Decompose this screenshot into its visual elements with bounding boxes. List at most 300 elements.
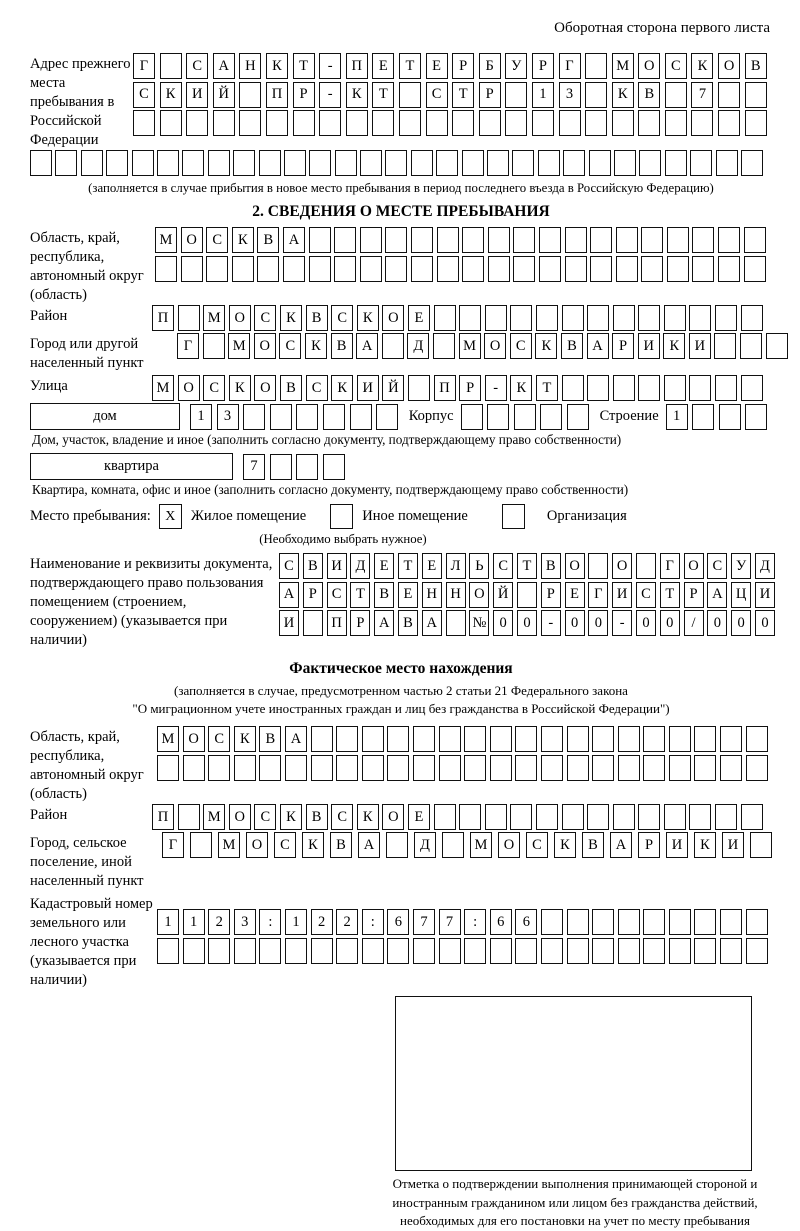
char-cell[interactable] xyxy=(716,150,738,176)
char-cell[interactable] xyxy=(160,110,182,136)
char-cell[interactable] xyxy=(692,404,714,430)
char-cell[interactable]: Е xyxy=(372,53,394,79)
char-cell[interactable]: Ь xyxy=(469,553,489,579)
char-cell[interactable]: В xyxy=(561,333,583,359)
char-cell[interactable]: И xyxy=(722,832,744,858)
char-cell[interactable]: Н xyxy=(446,582,466,608)
char-cell[interactable]: Р xyxy=(350,610,370,636)
char-cell[interactable]: А xyxy=(707,582,727,608)
char-cell[interactable] xyxy=(399,82,421,108)
char-cell[interactable] xyxy=(155,256,177,282)
char-cell[interactable] xyxy=(613,375,635,401)
char-cell[interactable]: О xyxy=(565,553,585,579)
char-cell[interactable]: Р xyxy=(612,333,634,359)
char-cell[interactable] xyxy=(334,227,356,253)
char-cell[interactable] xyxy=(385,227,407,253)
char-cell[interactable]: В xyxy=(306,804,328,830)
stay-option-zhiloe-checkbox[interactable]: X xyxy=(159,504,182,529)
char-cell[interactable] xyxy=(741,804,763,830)
char-cell[interactable] xyxy=(309,150,331,176)
char-cell[interactable] xyxy=(239,110,261,136)
char-cell[interactable] xyxy=(720,938,742,964)
char-cell[interactable] xyxy=(639,150,661,176)
char-cell[interactable]: Й xyxy=(382,375,404,401)
char-cell[interactable] xyxy=(750,832,772,858)
char-cell[interactable]: И xyxy=(666,832,688,858)
char-cell[interactable] xyxy=(694,755,716,781)
char-cell[interactable] xyxy=(715,804,737,830)
char-cell[interactable] xyxy=(452,110,474,136)
char-cell[interactable]: С xyxy=(327,582,347,608)
char-cell[interactable]: С xyxy=(493,553,513,579)
char-cell[interactable] xyxy=(439,755,461,781)
char-cell[interactable] xyxy=(592,755,614,781)
char-cell[interactable]: О xyxy=(178,375,200,401)
char-cell[interactable] xyxy=(439,938,461,964)
char-cell[interactable] xyxy=(665,110,687,136)
char-cell[interactable]: - xyxy=(485,375,507,401)
char-cell[interactable] xyxy=(589,150,611,176)
char-cell[interactable] xyxy=(490,938,512,964)
char-cell[interactable] xyxy=(234,755,256,781)
char-cell[interactable]: Д xyxy=(407,333,429,359)
char-cell[interactable] xyxy=(309,256,331,282)
char-cell[interactable] xyxy=(311,938,333,964)
char-cell[interactable]: Е xyxy=(408,305,430,331)
char-cell[interactable]: О xyxy=(469,582,489,608)
char-cell[interactable] xyxy=(638,305,660,331)
char-cell[interactable]: 3 xyxy=(217,404,239,430)
char-cell[interactable]: 7 xyxy=(413,909,435,935)
char-cell[interactable] xyxy=(513,256,535,282)
char-cell[interactable] xyxy=(692,256,714,282)
char-cell[interactable] xyxy=(257,256,279,282)
char-cell[interactable] xyxy=(744,256,766,282)
stay-option-inoe-checkbox[interactable] xyxy=(330,504,353,529)
char-cell[interactable]: М xyxy=(157,726,179,752)
char-cell[interactable]: К xyxy=(694,832,716,858)
char-cell[interactable] xyxy=(434,804,456,830)
char-cell[interactable] xyxy=(160,53,182,79)
char-cell[interactable]: 0 xyxy=(755,610,775,636)
char-cell[interactable] xyxy=(567,755,589,781)
char-cell[interactable] xyxy=(746,938,768,964)
char-cell[interactable] xyxy=(715,375,737,401)
char-cell[interactable] xyxy=(741,150,763,176)
char-cell[interactable]: С xyxy=(274,832,296,858)
char-cell[interactable] xyxy=(638,804,660,830)
char-cell[interactable]: П xyxy=(346,53,368,79)
char-cell[interactable]: 7 xyxy=(439,909,461,935)
char-cell[interactable]: Г xyxy=(559,53,581,79)
char-cell[interactable] xyxy=(638,110,660,136)
char-cell[interactable] xyxy=(309,227,331,253)
char-cell[interactable] xyxy=(387,938,409,964)
char-cell[interactable]: : xyxy=(259,909,281,935)
char-cell[interactable] xyxy=(459,305,481,331)
char-cell[interactable]: 1 xyxy=(532,82,554,108)
char-cell[interactable] xyxy=(536,804,558,830)
char-cell[interactable] xyxy=(178,305,200,331)
char-cell[interactable]: 2 xyxy=(208,909,230,935)
char-cell[interactable] xyxy=(746,909,768,935)
char-cell[interactable] xyxy=(190,832,212,858)
char-cell[interactable] xyxy=(517,582,537,608)
char-cell[interactable]: 6 xyxy=(387,909,409,935)
char-cell[interactable] xyxy=(488,227,510,253)
char-cell[interactable]: В xyxy=(398,610,418,636)
char-cell[interactable]: П xyxy=(434,375,456,401)
char-cell[interactable]: Р xyxy=(303,582,323,608)
char-cell[interactable]: Е xyxy=(426,53,448,79)
char-cell[interactable]: Г xyxy=(133,53,155,79)
char-cell[interactable] xyxy=(641,227,663,253)
char-cell[interactable] xyxy=(567,726,589,752)
char-cell[interactable] xyxy=(539,256,561,282)
char-cell[interactable] xyxy=(616,227,638,253)
char-cell[interactable] xyxy=(513,227,535,253)
char-cell[interactable]: 0 xyxy=(517,610,537,636)
char-cell[interactable] xyxy=(296,454,318,480)
char-cell[interactable] xyxy=(664,375,686,401)
char-cell[interactable]: - xyxy=(612,610,632,636)
char-cell[interactable]: 1 xyxy=(183,909,205,935)
char-cell[interactable] xyxy=(439,726,461,752)
char-cell[interactable] xyxy=(638,375,660,401)
char-cell[interactable]: С xyxy=(133,82,155,108)
char-cell[interactable] xyxy=(362,755,384,781)
char-cell[interactable]: Е xyxy=(422,553,442,579)
char-cell[interactable]: 0 xyxy=(731,610,751,636)
char-cell[interactable]: И xyxy=(689,333,711,359)
char-cell[interactable] xyxy=(618,755,640,781)
char-cell[interactable]: А xyxy=(283,227,305,253)
char-cell[interactable]: Ц xyxy=(731,582,751,608)
char-cell[interactable] xyxy=(411,150,433,176)
char-cell[interactable]: И xyxy=(638,333,660,359)
char-cell[interactable] xyxy=(587,305,609,331)
char-cell[interactable]: Р xyxy=(459,375,481,401)
char-cell[interactable] xyxy=(399,110,421,136)
char-cell[interactable] xyxy=(669,909,691,935)
char-cell[interactable] xyxy=(296,404,318,430)
char-cell[interactable] xyxy=(183,938,205,964)
char-cell[interactable] xyxy=(664,804,686,830)
char-cell[interactable]: Н xyxy=(239,53,261,79)
char-cell[interactable] xyxy=(323,454,345,480)
char-cell[interactable]: Р xyxy=(293,82,315,108)
char-cell[interactable] xyxy=(694,938,716,964)
char-cell[interactable]: А xyxy=(587,333,609,359)
char-cell[interactable]: К xyxy=(535,333,557,359)
char-cell[interactable]: К xyxy=(160,82,182,108)
char-cell[interactable] xyxy=(208,150,230,176)
char-cell[interactable]: И xyxy=(186,82,208,108)
char-cell[interactable] xyxy=(694,909,716,935)
char-cell[interactable]: С xyxy=(306,375,328,401)
char-cell[interactable]: Г xyxy=(177,333,199,359)
char-cell[interactable]: У xyxy=(505,53,527,79)
char-cell[interactable]: Е xyxy=(565,582,585,608)
char-cell[interactable]: И xyxy=(279,610,299,636)
char-cell[interactable] xyxy=(766,333,788,359)
char-cell[interactable]: Е xyxy=(408,804,430,830)
char-cell[interactable] xyxy=(720,909,742,935)
char-cell[interactable]: Т xyxy=(660,582,680,608)
char-cell[interactable] xyxy=(562,305,584,331)
char-cell[interactable]: К xyxy=(229,375,251,401)
char-cell[interactable] xyxy=(616,256,638,282)
char-cell[interactable]: О xyxy=(382,804,404,830)
char-cell[interactable]: - xyxy=(319,82,341,108)
char-cell[interactable] xyxy=(618,938,640,964)
char-cell[interactable] xyxy=(643,938,665,964)
char-cell[interactable] xyxy=(132,150,154,176)
char-cell[interactable]: С xyxy=(636,582,656,608)
char-cell[interactable] xyxy=(612,110,634,136)
char-cell[interactable] xyxy=(259,150,281,176)
char-cell[interactable] xyxy=(618,726,640,752)
char-cell[interactable] xyxy=(376,404,398,430)
char-cell[interactable] xyxy=(336,938,358,964)
char-cell[interactable] xyxy=(362,726,384,752)
char-cell[interactable]: Н xyxy=(422,582,442,608)
char-cell[interactable] xyxy=(692,227,714,253)
char-cell[interactable] xyxy=(590,227,612,253)
char-cell[interactable] xyxy=(433,333,455,359)
char-cell[interactable]: М xyxy=(228,333,250,359)
char-cell[interactable] xyxy=(490,755,512,781)
char-cell[interactable]: И xyxy=(612,582,632,608)
char-cell[interactable] xyxy=(614,150,636,176)
char-cell[interactable] xyxy=(459,804,481,830)
char-cell[interactable]: Е xyxy=(374,553,394,579)
char-cell[interactable]: В xyxy=(330,832,352,858)
char-cell[interactable]: С xyxy=(526,832,548,858)
char-cell[interactable]: М xyxy=(152,375,174,401)
char-cell[interactable]: № xyxy=(469,610,489,636)
char-cell[interactable]: С xyxy=(510,333,532,359)
char-cell[interactable] xyxy=(387,726,409,752)
char-cell[interactable] xyxy=(720,755,742,781)
char-cell[interactable] xyxy=(186,110,208,136)
char-cell[interactable] xyxy=(259,938,281,964)
char-cell[interactable] xyxy=(592,938,614,964)
char-cell[interactable] xyxy=(741,375,763,401)
char-cell[interactable]: О xyxy=(684,553,704,579)
char-cell[interactable]: А xyxy=(422,610,442,636)
char-cell[interactable] xyxy=(536,305,558,331)
char-cell[interactable] xyxy=(234,938,256,964)
char-cell[interactable] xyxy=(563,150,585,176)
char-cell[interactable] xyxy=(689,804,711,830)
char-cell[interactable] xyxy=(464,938,486,964)
char-cell[interactable] xyxy=(541,909,563,935)
char-cell[interactable]: 3 xyxy=(234,909,256,935)
char-cell[interactable] xyxy=(745,110,767,136)
char-cell[interactable]: К xyxy=(331,375,353,401)
char-cell[interactable] xyxy=(411,256,433,282)
char-cell[interactable]: Т xyxy=(399,53,421,79)
char-cell[interactable]: К xyxy=(663,333,685,359)
char-cell[interactable]: А xyxy=(374,610,394,636)
char-cell[interactable] xyxy=(515,938,537,964)
char-cell[interactable] xyxy=(636,553,656,579)
char-cell[interactable]: О xyxy=(484,333,506,359)
char-cell[interactable] xyxy=(667,256,689,282)
char-cell[interactable]: О xyxy=(229,804,251,830)
char-cell[interactable]: К xyxy=(234,726,256,752)
char-cell[interactable]: Л xyxy=(446,553,466,579)
char-cell[interactable]: О xyxy=(254,333,276,359)
char-cell[interactable]: 6 xyxy=(490,909,512,935)
char-cell[interactable]: И xyxy=(357,375,379,401)
char-cell[interactable] xyxy=(266,110,288,136)
char-cell[interactable]: К xyxy=(346,82,368,108)
char-cell[interactable] xyxy=(106,150,128,176)
char-cell[interactable]: П xyxy=(327,610,347,636)
char-cell[interactable] xyxy=(643,909,665,935)
char-cell[interactable] xyxy=(587,804,609,830)
char-cell[interactable] xyxy=(462,256,484,282)
char-cell[interactable] xyxy=(613,305,635,331)
char-cell[interactable]: В xyxy=(582,832,604,858)
char-cell[interactable]: Р xyxy=(541,582,561,608)
char-cell[interactable] xyxy=(745,82,767,108)
char-cell[interactable]: : xyxy=(464,909,486,935)
char-cell[interactable] xyxy=(385,150,407,176)
char-cell[interactable]: М xyxy=(218,832,240,858)
char-cell[interactable] xyxy=(667,227,689,253)
char-cell[interactable] xyxy=(178,804,200,830)
char-cell[interactable]: А xyxy=(358,832,380,858)
char-cell[interactable]: 1 xyxy=(190,404,212,430)
char-cell[interactable]: Б xyxy=(479,53,501,79)
char-cell[interactable]: К xyxy=(691,53,713,79)
char-cell[interactable] xyxy=(669,938,691,964)
char-cell[interactable]: В xyxy=(745,53,767,79)
char-cell[interactable] xyxy=(206,256,228,282)
char-cell[interactable]: В xyxy=(303,553,323,579)
char-cell[interactable]: М xyxy=(612,53,634,79)
char-cell[interactable]: В xyxy=(257,227,279,253)
char-cell[interactable]: В xyxy=(638,82,660,108)
char-cell[interactable] xyxy=(461,404,483,430)
char-cell[interactable] xyxy=(350,404,372,430)
char-cell[interactable] xyxy=(744,227,766,253)
char-cell[interactable] xyxy=(311,755,333,781)
char-cell[interactable] xyxy=(181,256,203,282)
char-cell[interactable] xyxy=(182,150,204,176)
char-cell[interactable]: Г xyxy=(162,832,184,858)
char-cell[interactable] xyxy=(690,150,712,176)
char-cell[interactable] xyxy=(303,610,323,636)
char-cell[interactable] xyxy=(270,454,292,480)
char-cell[interactable]: В xyxy=(259,726,281,752)
char-cell[interactable] xyxy=(208,938,230,964)
char-cell[interactable]: К xyxy=(302,832,324,858)
char-cell[interactable]: И xyxy=(755,582,775,608)
char-cell[interactable] xyxy=(665,82,687,108)
char-cell[interactable] xyxy=(319,110,341,136)
char-cell[interactable] xyxy=(541,726,563,752)
char-cell[interactable]: К xyxy=(280,804,302,830)
char-cell[interactable] xyxy=(541,938,563,964)
char-cell[interactable]: А xyxy=(285,726,307,752)
char-cell[interactable]: С xyxy=(707,553,727,579)
char-cell[interactable]: И xyxy=(327,553,347,579)
char-cell[interactable]: С xyxy=(331,305,353,331)
char-cell[interactable] xyxy=(541,755,563,781)
char-cell[interactable]: К xyxy=(612,82,634,108)
char-cell[interactable] xyxy=(385,256,407,282)
char-cell[interactable] xyxy=(515,755,537,781)
char-cell[interactable] xyxy=(334,256,356,282)
char-cell[interactable]: К xyxy=(266,53,288,79)
char-cell[interactable] xyxy=(715,305,737,331)
stay-option-org-checkbox[interactable] xyxy=(502,504,525,529)
char-cell[interactable] xyxy=(562,375,584,401)
char-cell[interactable] xyxy=(372,110,394,136)
char-cell[interactable]: : xyxy=(362,909,384,935)
char-cell[interactable]: 0 xyxy=(493,610,513,636)
char-cell[interactable]: С xyxy=(331,804,353,830)
char-cell[interactable]: К xyxy=(305,333,327,359)
char-cell[interactable]: 2 xyxy=(311,909,333,935)
char-cell[interactable] xyxy=(691,110,713,136)
char-cell[interactable]: П xyxy=(266,82,288,108)
char-cell[interactable] xyxy=(243,404,265,430)
char-cell[interactable] xyxy=(505,82,527,108)
char-cell[interactable]: С xyxy=(206,227,228,253)
char-cell[interactable]: Т xyxy=(398,553,418,579)
char-cell[interactable]: Т xyxy=(517,553,537,579)
char-cell[interactable] xyxy=(746,726,768,752)
char-cell[interactable]: С xyxy=(426,82,448,108)
char-cell[interactable]: М xyxy=(470,832,492,858)
char-cell[interactable]: К xyxy=(357,305,379,331)
char-cell[interactable] xyxy=(587,375,609,401)
char-cell[interactable] xyxy=(719,404,741,430)
char-cell[interactable]: О xyxy=(254,375,276,401)
char-cell[interactable] xyxy=(565,227,587,253)
char-cell[interactable]: 2 xyxy=(336,909,358,935)
char-cell[interactable]: В xyxy=(374,582,394,608)
char-cell[interactable] xyxy=(562,804,584,830)
char-cell[interactable]: - xyxy=(541,610,561,636)
char-cell[interactable]: 1 xyxy=(157,909,179,935)
char-cell[interactable] xyxy=(538,150,560,176)
char-cell[interactable] xyxy=(585,82,607,108)
char-cell[interactable] xyxy=(336,755,358,781)
char-cell[interactable]: Г xyxy=(588,582,608,608)
char-cell[interactable]: М xyxy=(203,804,225,830)
char-cell[interactable] xyxy=(505,110,527,136)
char-cell[interactable]: 0 xyxy=(660,610,680,636)
char-cell[interactable]: Д xyxy=(755,553,775,579)
char-cell[interactable] xyxy=(335,150,357,176)
char-cell[interactable] xyxy=(718,256,740,282)
char-cell[interactable] xyxy=(664,305,686,331)
char-cell[interactable] xyxy=(514,404,536,430)
char-cell[interactable]: 0 xyxy=(707,610,727,636)
char-cell[interactable] xyxy=(718,227,740,253)
char-cell[interactable]: П xyxy=(152,305,174,331)
char-cell[interactable]: В xyxy=(280,375,302,401)
char-cell[interactable]: А xyxy=(213,53,235,79)
char-cell[interactable] xyxy=(203,333,225,359)
char-cell[interactable]: А xyxy=(356,333,378,359)
